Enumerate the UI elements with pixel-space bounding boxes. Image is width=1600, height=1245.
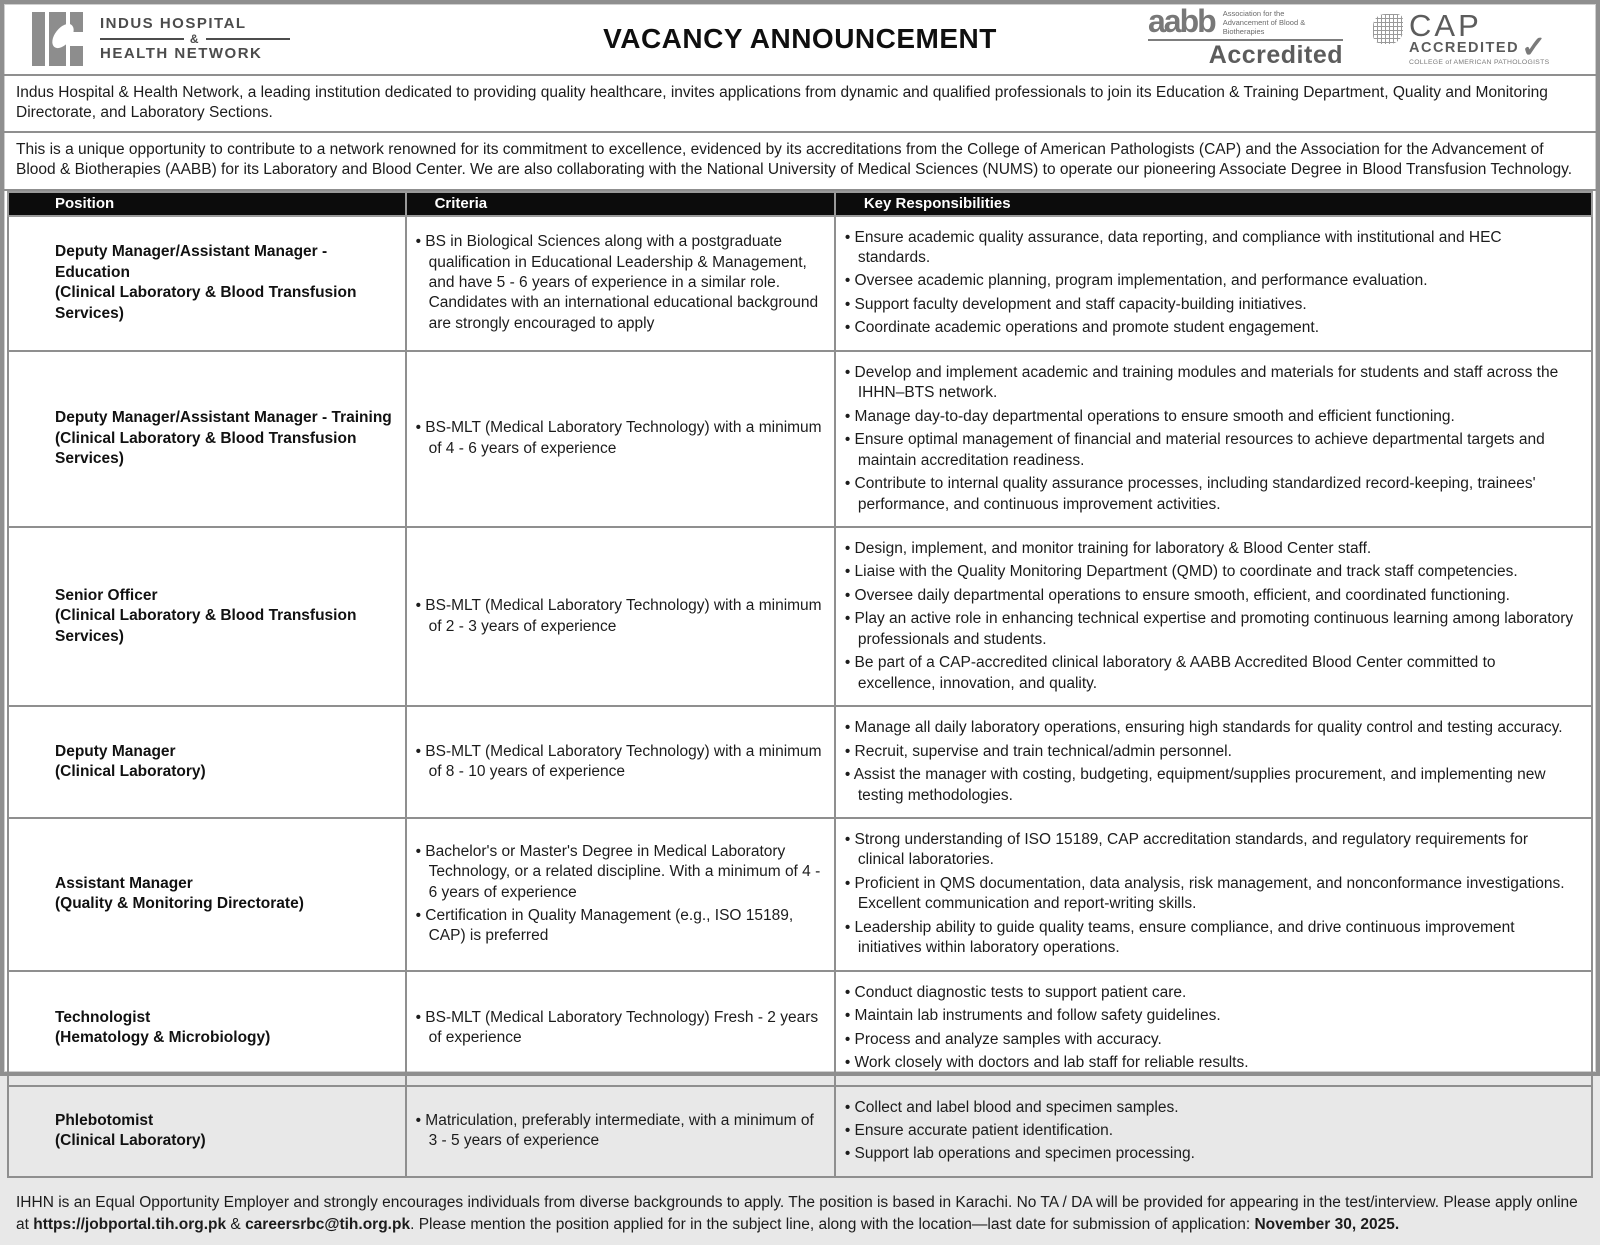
responsibilities-cell [835, 1086, 1592, 1177]
position-cell [8, 971, 406, 1086]
criteria-cell [406, 1086, 835, 1177]
position-subtitle: (Hematology & Microbiology) [55, 1029, 271, 1047]
criteria-cell [406, 216, 835, 351]
criteria-item: • BS-MLT (Medical Laboratory Technology) Fresh - 2 years of experience [415, 1008, 819, 1047]
position-title: Deputy Manager/Assistant Manager - Education [55, 243, 328, 281]
responsibility-item: • Collect and label blood and specimen samples. [844, 1098, 1179, 1116]
responsibility-item: • Support lab operations and specimen processing. [844, 1145, 1195, 1163]
responsibility-item: • Maintain lab instruments and follow safety guidelines. [844, 1007, 1221, 1025]
responsibilities-cell [835, 971, 1592, 1086]
cap-emblem-icon [1373, 14, 1403, 44]
responsibilities-cell [835, 818, 1592, 971]
position-title: Phlebotomist [55, 1111, 154, 1129]
cap-name: CAP [1409, 7, 1482, 43]
footer-text-segment: . Please mention the position applied for in the subject line, along with the location—last date for submission of application: [410, 1216, 1255, 1234]
org-name-divider [100, 33, 290, 46]
positions-table-wrap [4, 191, 1596, 1178]
aabb-logo-row [1148, 3, 1343, 41]
table-row [8, 971, 1592, 1086]
column-header-position: Position [8, 192, 406, 216]
responsibility-item: • Ensure academic quality assurance, data reporting, and compliance with institutional and HEC standards. [844, 228, 1502, 267]
responsibility-item: • Ensure accurate patient identification. [844, 1121, 1114, 1139]
responsibility-item: • Strong understanding of ISO 15189, CAP accreditation standards, and regulatory requirements for clinical laboratories. [844, 830, 1529, 869]
aabb-accredited-label: Accredited [1208, 40, 1343, 69]
criteria-cell [406, 351, 835, 527]
org-name-ampersand: & [189, 31, 201, 46]
criteria-cell [406, 706, 835, 818]
footer-text-segment: IHHN is an Equal Opportunity Employer and strongly encourages individuals from diverse backgrounds to apply. The position is based in Karachi. No TA / DA will be provided for appearing in the test/interview. Please apply online at [16, 1193, 1578, 1234]
accreditation-logos [1148, 3, 1578, 70]
position-title: Deputy Manager/Assistant Manager - Training [55, 409, 392, 427]
responsibility-item: • Work closely with doctors and lab staff for reliable results. [844, 1054, 1249, 1072]
table-row [8, 818, 1592, 971]
criteria-item: • BS-MLT (Medical Laboratory Technology) with a minimum of 4 - 6 years of experience [415, 419, 822, 457]
divider-line [100, 38, 184, 40]
responsibilities-cell [835, 706, 1592, 818]
responsibility-item: • Oversee academic planning, program implementation, and performance evaluation. [844, 272, 1428, 290]
responsibility-item: • Oversee daily departmental operations to ensure smooth, efficient, and coordinated functioning. [844, 586, 1510, 604]
footer-note [4, 1178, 1596, 1245]
responsibility-item: • Liaise with the Quality Monitoring Department (QMD) to coordinate and track staff competencies. [844, 563, 1518, 581]
intro-paragraph-1: Indus Hospital & Health Network, a leading institution dedicated to providing quality healthcare, invites applications from dynamic and qualified professionals to join its Education & Training Department, Quality and Monitoring Directorate, and Laboratory Sections. [16, 84, 1548, 122]
position-subtitle: (Clinical Laboratory) [55, 763, 206, 781]
footer-text-segment: & [226, 1216, 246, 1234]
position-cell [8, 351, 406, 527]
column-header-criteria: Criteria [406, 192, 835, 216]
responsibility-item: • Support faculty development and staff capacity-building initiatives. [844, 295, 1307, 313]
indus-hospital-brand [30, 12, 370, 66]
position-cell [8, 527, 406, 706]
table-header-row [8, 192, 1592, 216]
position-cell [8, 216, 406, 351]
responsibilities-cell [835, 216, 1592, 351]
criteria-item: • Certification in Quality Management (e.g., ISO 15189, CAP) is preferred [415, 906, 794, 945]
position-cell [8, 1086, 406, 1177]
responsibility-item: • Assist the manager with costing, budgeting, equipment/supplies procurement, and implementing new testing methodologies. [844, 766, 1546, 804]
responsibilities-cell [835, 527, 1592, 706]
criteria-item: • BS-MLT (Medical Laboratory Technology) with a minimum of 2 - 3 years of experience [415, 597, 822, 635]
position-subtitle: (Clinical Laboratory & Blood Transfusion Services) [55, 284, 357, 322]
careers-email[interactable]: careersrbc@tih.org.pk [245, 1216, 411, 1234]
checkmark-icon: ✓ [1521, 31, 1547, 65]
cap-accredited-label: ACCREDITED [1409, 40, 1520, 57]
table-row [8, 351, 1592, 527]
criteria-item: • Matriculation, preferably intermediate, with a minimum of 3 - 5 years of experience [415, 1111, 814, 1150]
org-name-line1: INDUS HOSPITAL [100, 14, 247, 32]
responsibilities-cell [835, 351, 1592, 527]
responsibility-item: • Recruit, supervise and train technical/admin personnel. [844, 742, 1232, 760]
criteria-item: • BS-MLT (Medical Laboratory Technology) with a minimum of 8 - 10 years of experience [415, 742, 822, 781]
criteria-item: • Bachelor's or Master's Degree in Medical Laboratory Technology, or a related discipline. With a minimum of 4 - 6 years of experience [415, 842, 821, 901]
position-title: Senior Officer [55, 586, 158, 604]
aabb-accredited-logo [1148, 3, 1343, 70]
position-subtitle: (Clinical Laboratory & Blood Transfusion Services) [55, 429, 357, 468]
header [4, 4, 1596, 76]
responsibility-item: • Process and analyze samples with accuracy. [844, 1030, 1162, 1048]
application-deadline: November 30, 2025. [1254, 1216, 1400, 1234]
responsibility-item: • Be part of a CAP-accredited clinical laboratory & AABB Accredited Blood Center committed to excellence, innovation, and quality. [844, 654, 1496, 692]
responsibility-item: • Coordinate academic operations and promote student engagement. [844, 319, 1320, 337]
table-row [8, 216, 1592, 351]
position-subtitle: (Quality & Monitoring Directorate) [55, 895, 304, 913]
position-title: Deputy Manager [55, 742, 176, 760]
position-title: Technologist [55, 1008, 151, 1026]
criteria-cell [406, 818, 835, 971]
responsibility-item: • Conduct diagnostic tests to support patient care. [844, 983, 1187, 1001]
footer-text [16, 1192, 1584, 1237]
responsibility-item: • Proficient in QMS documentation, data analysis, risk management, and nonconformance investigations. Excellent communication and report-writing skills. [844, 874, 1565, 913]
position-subtitle: (Clinical Laboratory & Blood Transfusion Services) [55, 607, 357, 645]
responsibility-item: • Design, implement, and monitor training for laboratory & Blood Center staff. [844, 540, 1372, 557]
responsibility-item: • Leadership ability to guide quality teams, ensure compliance, and drive continuous improvement initiatives within laboratory operations. [844, 918, 1515, 957]
intro-section-1 [4, 76, 1596, 133]
cap-logo-body [1409, 7, 1550, 67]
cap-accredited-logo [1373, 7, 1578, 67]
position-cell [8, 818, 406, 971]
org-name [100, 16, 290, 62]
aabb-logo-icon: aabb [1148, 3, 1215, 40]
responsibility-item: • Manage day-to-day departmental operations to ensure smooth and efficient functioning. [844, 407, 1455, 425]
intro-paragraph-2: This is a unique opportunity to contribute to a network renowned for its commitment to excellence, evidenced by its accreditations from the College of American Pathologists (CAP) and the Association for the Advancement of Blood & Biotherapies (AABB) for its Laboratory and Blood Center. We are also collaborating with the National University of Medical Sciences (NUMS) to operate our pioneering Associate Degree in Blood Transfusion Technology. [16, 141, 1572, 179]
intro-section-2 [4, 133, 1596, 190]
aabb-tagline: Association for the Advancement of Blood & Biotherapies [1222, 8, 1306, 36]
divider-line [206, 38, 290, 40]
table-row [8, 1086, 1592, 1177]
responsibility-item: • Develop and implement academic and training modules and materials for students and staff across the IHHN–BTS network. [844, 363, 1559, 402]
criteria-cell [406, 527, 835, 706]
cap-college-label: COLLEGE of AMERICAN PATHOLOGISTS [1409, 59, 1550, 67]
responsibility-item: • Play an active role in enhancing technical expertise and promoting continuous learning among laboratory professionals and students. [844, 610, 1574, 648]
table-row [8, 527, 1592, 706]
position-cell [8, 706, 406, 818]
org-name-line2: HEALTH NETWORK [100, 45, 263, 63]
positions-table [7, 191, 1593, 1178]
responsibility-item: • Ensure optimal management of financial and material resources to achieve departmental targets and maintain accreditation readiness. [844, 431, 1545, 469]
table-row [8, 706, 1592, 818]
criteria-cell [406, 971, 835, 1086]
responsibility-item: • Manage all daily laboratory operations, ensuring high standards for quality control and testing accuracy. [844, 719, 1563, 737]
column-header-responsibilities: Key Responsibilities [835, 192, 1592, 216]
responsibility-item: • Contribute to internal quality assurance processes, including standardized record-keeping, trainees' performance, and continuous improvement activities. [844, 475, 1536, 513]
position-subtitle: (Clinical Laboratory) [55, 1132, 206, 1150]
job-portal-url[interactable]: https://jobportal.tih.org.pk [33, 1216, 227, 1234]
indus-hospital-logo-icon [30, 12, 88, 66]
page-title: VACANCY ANNOUNCEMENT [603, 23, 997, 54]
criteria-item: • BS in Biological Sciences along with a postgraduate qualification in Educational Leadership & Management, and have 5 - 6 years of experience in a similar role. Candidates with an international educational background are strongly encouraged to apply [415, 233, 819, 332]
position-title: Assistant Manager [55, 874, 193, 892]
